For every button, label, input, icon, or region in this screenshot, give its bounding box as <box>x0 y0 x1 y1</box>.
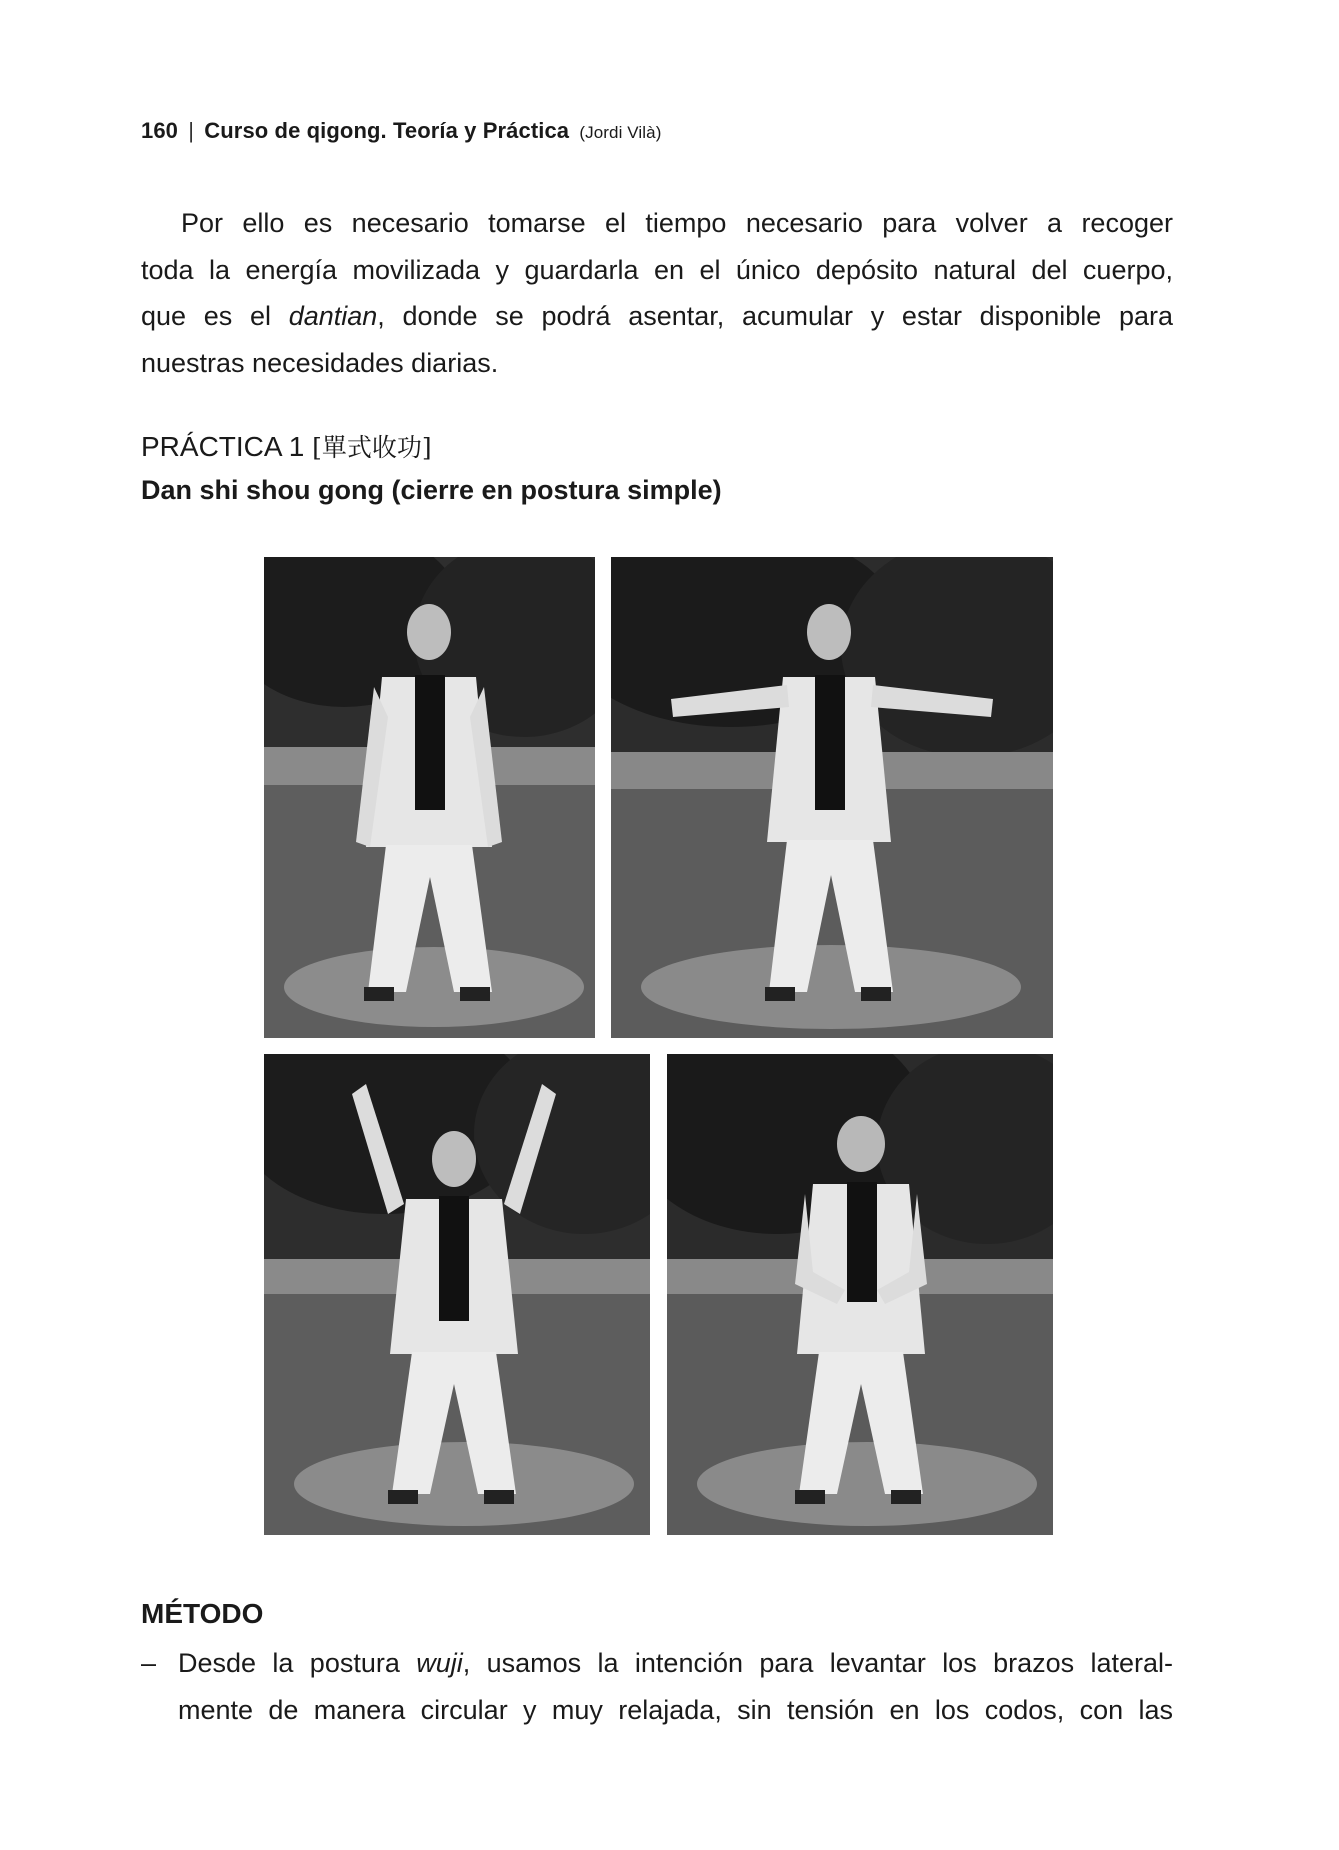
practice-chinese-name: [單式收功] <box>312 433 432 462</box>
header-separator: | <box>188 118 195 143</box>
paragraph-line-3-end: , donde se podrá asentar, acumular y estar disponible para <box>377 301 1173 331</box>
page-number: 160 <box>141 118 179 143</box>
method-line-2: mente de manera circular y muy relajada, sin tensión en los codos, con las <box>178 1694 1173 1725</box>
paragraph-line-2: toda la energía movilizada y guardarla en el único depósito natural del cuerpo, <box>141 254 1173 285</box>
paragraph-line-4: nuestras necesidades diarias. <box>141 347 499 378</box>
book-author: (Jordi Vilà) <box>579 123 662 142</box>
intro-paragraph <box>141 200 1173 386</box>
method-line-1-start: Desde la postura <box>178 1648 417 1678</box>
paragraph-line-3-start: que es el <box>141 301 289 331</box>
dantian-term: dantian <box>288 301 378 331</box>
method-line-1 <box>178 1640 1173 1687</box>
paragraph-line-1: Por ello es necesario tomarse el tiempo necesario para volver a recoger <box>181 208 1173 238</box>
practice-label: PRÁCTICA 1 <box>141 431 305 462</box>
practice-subtitle: Dan shi shou gong (cierre en postura simple) <box>141 475 722 505</box>
running-header <box>141 118 662 144</box>
bullet-dash: – <box>141 1648 157 1678</box>
photo-pose-4-hands-at-dantian <box>667 1054 1053 1535</box>
method-bullet-item <box>141 1640 1173 1733</box>
book-title: Curso de qigong. Teoría y Práctica <box>204 118 570 143</box>
method-heading: MÉTODO <box>141 1598 264 1629</box>
practice-heading <box>141 428 432 464</box>
paragraph-line-3 <box>141 293 1173 340</box>
method-line-1-end: , usamos la intención para levantar los brazos lateral- <box>462 1648 1173 1678</box>
photo-pose-3-arms-raised <box>264 1054 650 1535</box>
photo-pose-1-standing <box>264 557 595 1038</box>
photo-pose-2-arms-extended <box>611 557 1053 1038</box>
wuji-term: wuji <box>416 1648 463 1678</box>
